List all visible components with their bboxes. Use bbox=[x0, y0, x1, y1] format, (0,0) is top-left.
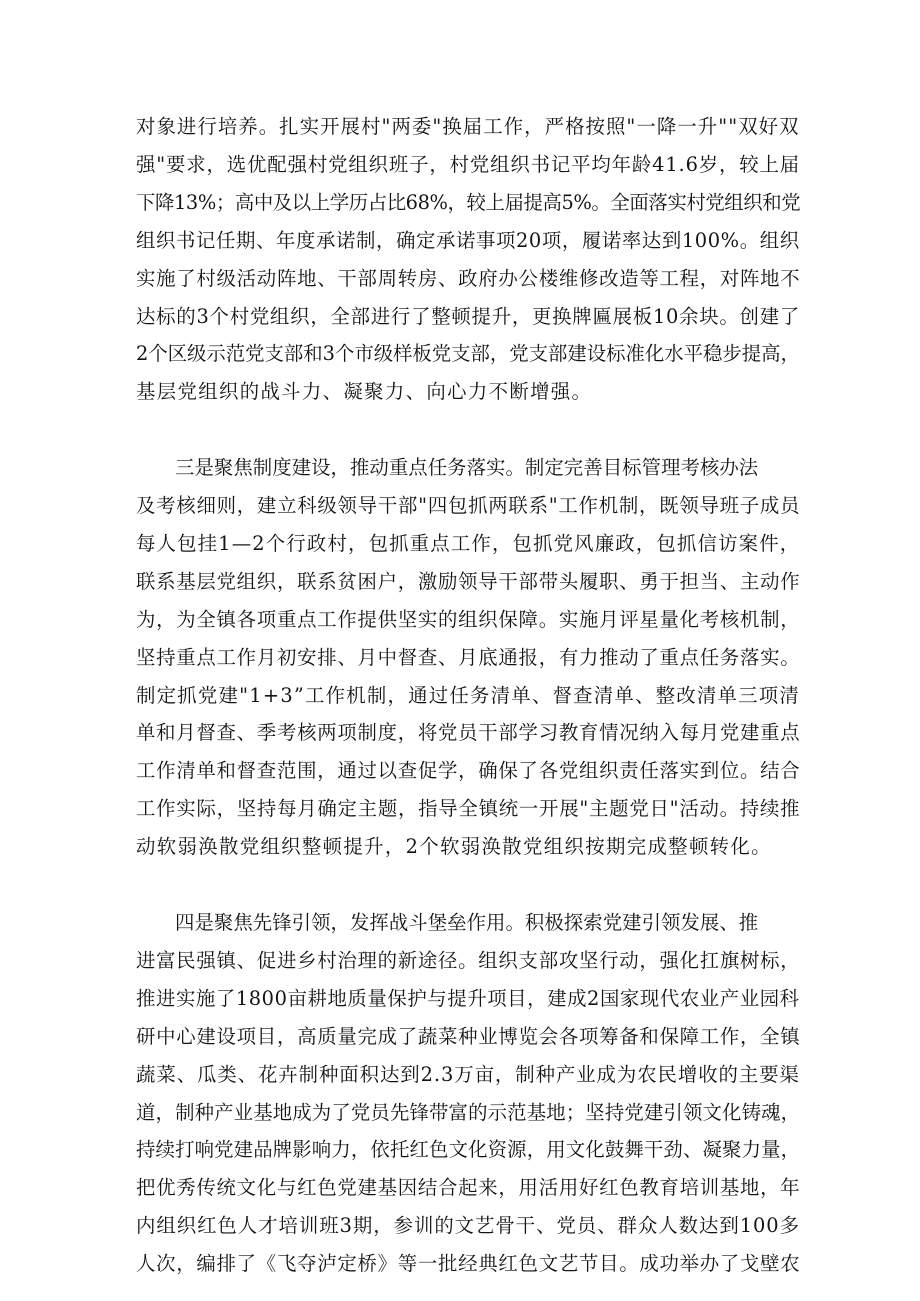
text-line: 三是聚焦制度建设，推动重点任务落实。制定完善目标管理考核办法 bbox=[175, 456, 759, 480]
paragraph-village-committee bbox=[136, 108, 800, 411]
text-line: 强"要求，选优配强村党组织班子，村党组织书记平均年龄41.6岁，较上届 bbox=[136, 152, 801, 176]
text-line: 为，为全镇各项重点工作提供坚实的组织保障。实施月评星量化考核机制， bbox=[136, 607, 801, 631]
text-line: 2个区级示范党支部和3个市级样板党支部，党支部建设标准化水平稳步提高， bbox=[136, 342, 800, 366]
text-line: 联系基层党组织，联系贫困户，激励领导干部带头履职、勇于担当、主动作 bbox=[136, 569, 801, 593]
text-line: 制定抓党建"1+3”工作机制，通过任务清单、督查清单、整改清单三项清 bbox=[136, 683, 800, 707]
text-line: 实施了村级活动阵地、干部周转房、政府办公楼维修改造等工程，对阵地不 bbox=[136, 266, 801, 290]
text-line: 四是聚焦先锋引领，发挥战斗堡垒作用。积极探索党建引领发展、推 bbox=[175, 911, 759, 934]
text-line: 推进实施了1800亩耕地质量保护与提升项目，建成2国家现代农业产业园科 bbox=[136, 986, 800, 1010]
text-line: 达标的3个村党组织，全部进行了整顿提升，更换牌匾展板10余块。创建了 bbox=[136, 304, 801, 328]
text-line: 组织书记任期、年度承诺制，确定承诺事项20项，履诺率达到100%。组织 bbox=[136, 228, 800, 252]
text-line: 对象进行培养。扎实开展村"两委"换届工作，严格按照"一降一升""双好双 bbox=[136, 115, 800, 138]
text-line: 持续打响党建品牌影响力，依托红色文化资源，用文化鼓舞干劲、凝聚力量， bbox=[136, 1138, 801, 1162]
text-line: 坚持重点工作月初安排、月中督查、月底通报，有力推动了重点任务落实。 bbox=[136, 645, 801, 669]
text-line: 工作实际，坚持每月确定主题，指导全镇统一开展"主题党日"活动。持续推 bbox=[136, 797, 801, 821]
text-line: 工作清单和督查范围，通过以查促学，确保了各党组织责任落实到位。结合 bbox=[136, 759, 801, 783]
text-line: 内组织红色人才培训班3期，参训的文艺骨干、党员、群众人数达到100多 bbox=[136, 1214, 800, 1238]
text-line: 把优秀传统文化与红色党建基因结合起来，用活用好红色教育培训基地，年 bbox=[136, 1176, 801, 1200]
text-line: 人次，编排了《飞夺泸定桥》等一批经典红色文艺节目。成功举办了戈壁农 bbox=[136, 1252, 801, 1276]
text-line: 研中心建设项目，高质量完成了蔬菜种业博览会各项筹备和保障工作，全镇 bbox=[136, 1024, 801, 1048]
paragraph-vanguard-leadership bbox=[136, 904, 800, 1283]
text-line: 下降13%；高中及以上学历占比68%，较上届提高5%。全面落实村党组织和党 bbox=[136, 190, 801, 214]
text-line: 蔬菜、瓜类、花卉制种面积达到2.3万亩，制种产业成为农民增收的主要渠 bbox=[136, 1062, 800, 1086]
text-line: 基层党组织的战斗力、凝聚力、向心力不断增强。 bbox=[136, 380, 593, 404]
text-line: 每人包挂1—2个行政村，包抓重点工作，包抓党风廉政，包抓信访案件， bbox=[136, 531, 801, 555]
text-line: 道，制种产业基地成为了党员先锋带富的示范基地；坚持党建引领文化铸魂， bbox=[136, 1100, 801, 1124]
document-body bbox=[136, 108, 800, 1283]
text-line: 单和月督查、季考核两项制度，将党员干部学习教育情况纳入每月党建重点 bbox=[136, 721, 801, 745]
text-line: 及考核细则，建立科级领导干部"四包抓两联系"工作机制，既领导班子成员 bbox=[136, 494, 801, 518]
paragraph-system-building bbox=[136, 449, 800, 866]
text-line: 动软弱涣散党组织整顿提升，2个软弱涣散党组织按期完成整顿转化。 bbox=[136, 835, 772, 859]
text-line: 进富民强镇、促进乡村治理的新途径。组织支部攻坚行动，强化扛旗树标， bbox=[136, 948, 801, 972]
